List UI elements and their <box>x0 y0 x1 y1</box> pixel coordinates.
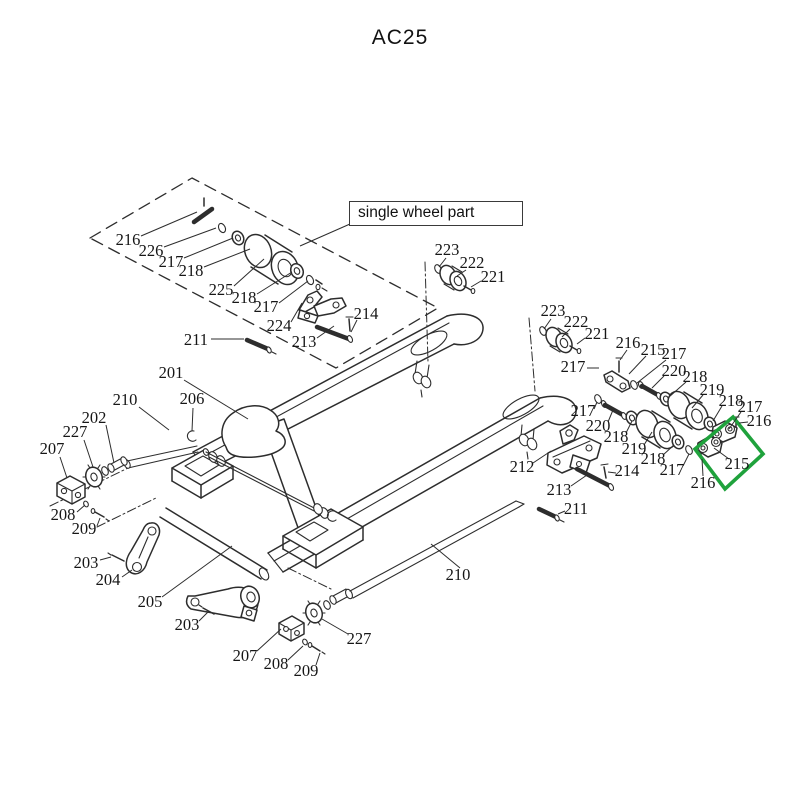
part-label-202: 202 <box>81 407 107 427</box>
part-label-208: 208 <box>263 653 289 673</box>
part-label-207: 207 <box>39 438 65 458</box>
pump-body-201 <box>222 406 285 457</box>
part-label-203: 203 <box>73 552 99 572</box>
part-label-225: 225 <box>208 279 234 299</box>
leader-line-204 <box>122 570 132 577</box>
part-label-220: 220 <box>661 360 687 380</box>
part-label-217: 217 <box>560 356 586 376</box>
part-label-216: 216 <box>746 410 772 430</box>
leader-line-210 <box>139 407 169 430</box>
leader-line-227 <box>84 440 93 467</box>
part-label-207: 207 <box>232 645 258 665</box>
part-label-227: 227 <box>62 421 88 441</box>
rod-end-202 <box>107 456 129 473</box>
clevis-207-lower <box>279 616 304 641</box>
page-title: AC25 <box>371 26 429 49</box>
washer-217 <box>305 274 315 285</box>
bolt-209-lower <box>308 643 325 654</box>
washer-217 <box>629 380 638 391</box>
part-label-217: 217 <box>253 296 279 316</box>
callout-label: single wheel part <box>358 204 475 221</box>
part-label-215: 215 <box>640 339 666 359</box>
shaft-220 <box>605 405 623 415</box>
part-label-201: 201 <box>158 362 184 382</box>
rod-211 <box>539 509 556 517</box>
pin-214 <box>349 319 350 331</box>
part-label-218: 218 <box>640 448 666 468</box>
part-label-206: 206 <box>179 388 205 408</box>
pin-208-lower <box>302 638 309 645</box>
part-label-226: 226 <box>138 240 164 260</box>
part-label-223: 223 <box>540 300 566 320</box>
part-label-218: 218 <box>178 260 204 280</box>
leader-line-216 <box>141 212 197 236</box>
part-label-203: 203 <box>174 614 200 634</box>
leader-line-205 <box>162 546 232 597</box>
part-label-208: 208 <box>50 504 76 524</box>
lever-arm-204 <box>126 523 159 574</box>
part-label-218: 218 <box>718 390 744 410</box>
part-label-219: 219 <box>621 438 647 458</box>
part-label-215: 215 <box>724 453 750 473</box>
part-label-222: 222 <box>459 252 485 272</box>
part-label-222: 222 <box>563 311 589 331</box>
part-label-224: 224 <box>266 315 292 335</box>
part-label-216: 216 <box>615 332 641 352</box>
roller-225 <box>240 230 304 288</box>
part-label-220: 220 <box>585 415 611 435</box>
link-215 <box>604 371 630 392</box>
single-wheel-part-callout <box>349 201 523 226</box>
part-label-218: 218 <box>603 426 629 446</box>
carriage-and-pump <box>172 406 363 568</box>
leader-line-208 <box>77 505 85 512</box>
leader-line-221 <box>471 281 481 287</box>
circlip-206-upper <box>187 431 196 441</box>
part-label-205: 205 <box>137 591 163 611</box>
part-label-216: 216 <box>115 229 141 249</box>
leader-line-203 <box>199 612 208 621</box>
part-label-218: 218 <box>682 366 708 386</box>
part-label-223: 223 <box>434 239 460 259</box>
leader-line-208 <box>288 646 303 660</box>
part-label-216: 216 <box>690 472 716 492</box>
part-label-218: 218 <box>231 287 257 307</box>
part-label-213: 213 <box>291 331 317 351</box>
pull-rod-210-upper <box>127 446 197 461</box>
leader-line-203 <box>100 557 111 560</box>
part-label-212: 212 <box>509 456 535 476</box>
leader-line-217 <box>184 238 233 258</box>
part-label-211: 211 <box>183 329 209 349</box>
part-label-210: 210 <box>445 564 471 584</box>
part-label-214: 214 <box>614 460 640 480</box>
part-label-209: 209 <box>293 660 319 680</box>
leader-line-218 <box>204 249 250 267</box>
axle-tube-205 <box>166 508 267 570</box>
bolt-216 <box>194 209 212 222</box>
leader-line-213 <box>571 475 587 486</box>
part-label-217: 217 <box>158 251 184 271</box>
wheel-bracket-224 <box>298 291 346 323</box>
part-label-221: 221 <box>480 266 506 286</box>
part-label-217: 217 <box>570 400 596 420</box>
shaft-220 <box>642 386 658 395</box>
part-label-217: 217 <box>661 343 687 363</box>
part-label-217: 217 <box>659 459 685 479</box>
part-label-219: 219 <box>699 379 725 399</box>
part-label-210: 210 <box>112 389 138 409</box>
leader-line-226 <box>164 228 216 247</box>
leader-line-227 <box>322 619 348 634</box>
part-label-221: 221 <box>584 323 610 343</box>
clevis-207-upper <box>57 476 85 504</box>
leader-line-209 <box>97 518 100 526</box>
leader-line-206 <box>192 408 193 431</box>
washer-226 <box>217 222 227 233</box>
part-label-211: 211 <box>563 498 589 518</box>
leader-line-207 <box>257 629 281 651</box>
leader-line-207 <box>60 457 67 478</box>
rod-211 <box>247 340 268 349</box>
pin-214 <box>604 467 606 478</box>
part-label-217: 217 <box>737 396 763 416</box>
part-label-227: 227 <box>346 628 372 648</box>
callout-leader-line <box>300 224 350 246</box>
part-label-204: 204 <box>95 569 121 589</box>
pull-rod-210-lower <box>329 501 524 605</box>
part-label-213: 213 <box>546 479 572 499</box>
part-label-209: 209 <box>71 518 97 538</box>
leader-line-202 <box>106 425 114 463</box>
part-label-214: 214 <box>353 303 379 323</box>
axle-213 <box>317 327 349 339</box>
star-wheel-227-lower <box>303 601 325 625</box>
fork-tip-slot <box>408 326 451 359</box>
washer-217 <box>684 445 693 456</box>
